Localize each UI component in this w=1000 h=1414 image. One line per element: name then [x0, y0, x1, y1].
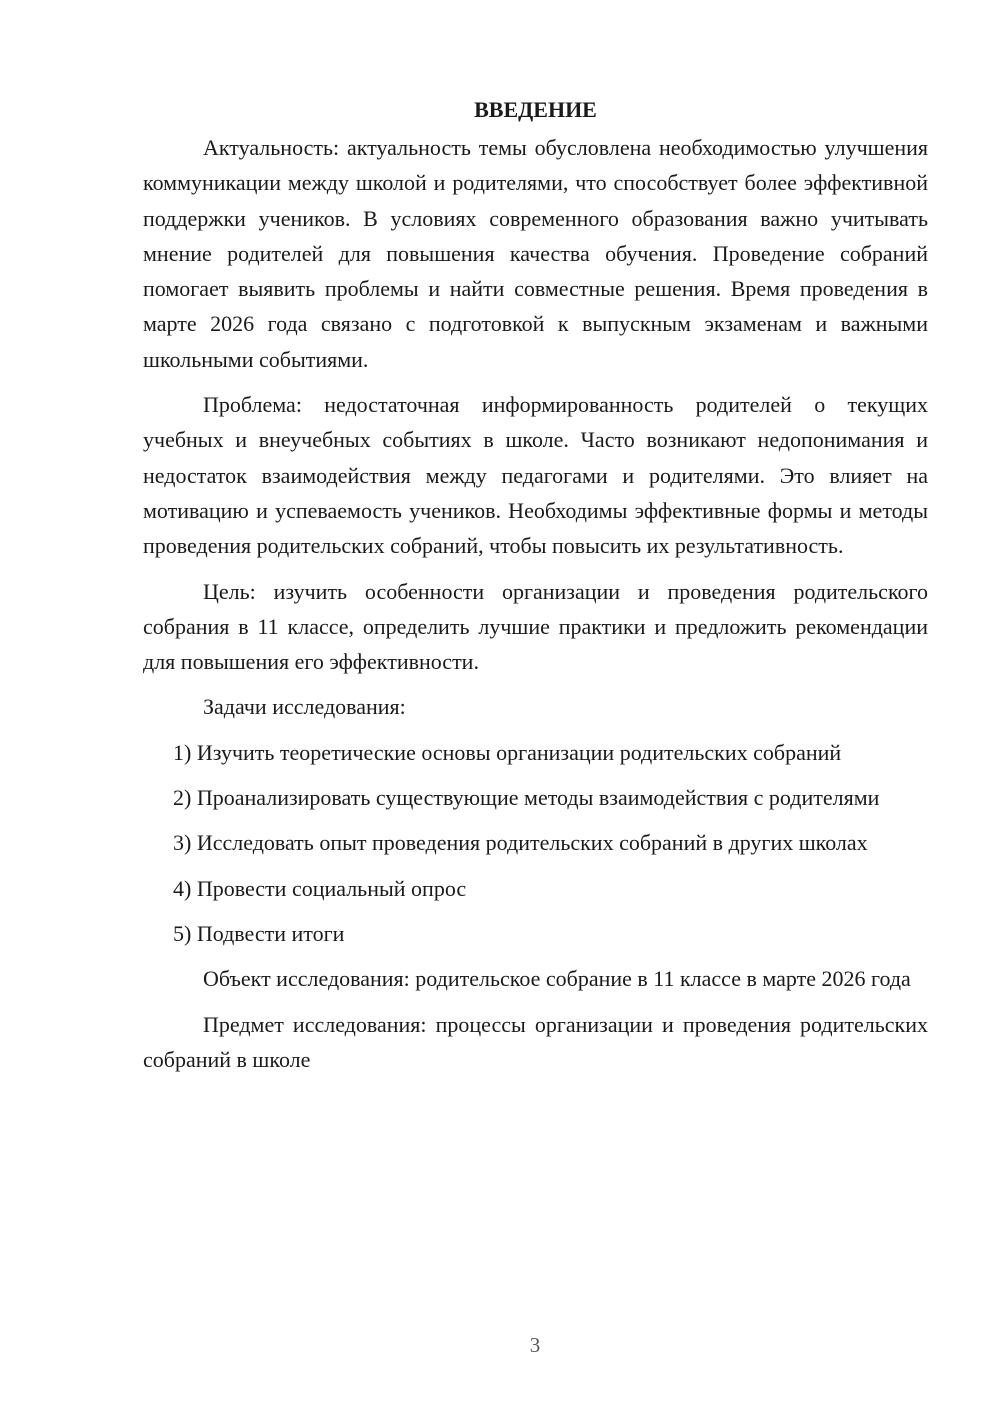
task-item: 4) Провести социальный опрос [173, 875, 467, 901]
document-page [143, 92, 928, 1077]
section-title: ВВЕДЕНИЕ [474, 97, 597, 122]
task-item: 1) Изучить теоретические основы организации родительских собраний [173, 739, 842, 765]
goal-paragraph: Цель: изучить особенности организации и проведения родительского собрания в 11 классе, определить лучшие практики и предложить рекомендации для повышения его эффективности. [143, 578, 928, 675]
problem-paragraph: Проблема: недостаточная информированность родителей о текущих учебных и внеучебных событиях в школе. Часто возникают недопонимания и недостаток взаимодействия между педагогами и родителями. Это влияет на мотивацию и успеваемость учеников. Необходимы эффективные формы и методы проведения родительских собраний, чтобы повысить их результативность. [143, 392, 928, 559]
relevance-paragraph: Актуальность: актуальность темы обусловлена необходимостью улучшения коммуникации между школой и родителями, что способствует более эффективной поддержки учеников. В условиях современного образования важно учитывать мнение родителей для повышения качества обучения. Проведение собраний помогает выявить проблемы и найти совместные решения. Время проведения в марте 2026 года связано с подготовкой к выпускным экзаменам и важными школьными событиями. [143, 135, 928, 372]
page-number: 3 [529, 1333, 541, 1357]
task-item: 2) Проанализировать существующие методы взаимодействия с родителями [173, 785, 880, 811]
task-item: 5) Подвести итоги [173, 920, 345, 946]
tasks-heading: Задачи исследования: [203, 694, 406, 720]
task-item: 3) Исследовать опыт проведения родительских собраний в других школах [173, 830, 868, 856]
subject-paragraph: Предмет исследования: процессы организации и проведения родительских собраний в школе [143, 1011, 928, 1072]
object-paragraph: Объект исследования: родительское собрание в 11 классе в марте 2026 года [203, 966, 911, 992]
